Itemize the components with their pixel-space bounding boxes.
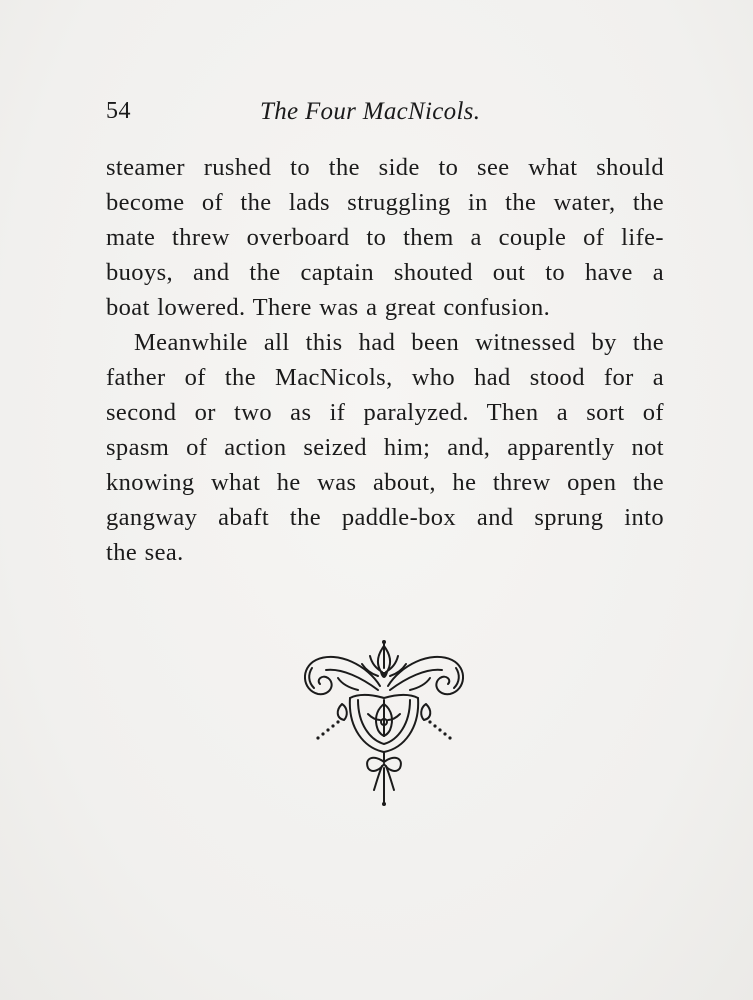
text-line: mate threw overboard to them a couple of life-: [106, 224, 664, 251]
text-line: knowing what he was about, he threw open the: [106, 469, 664, 496]
text-line: steamer rushed to the side to see what should: [106, 154, 664, 181]
paragraph: [106, 150, 664, 325]
page-header: [106, 98, 664, 132]
text-line: boat lowered. There was a great confusion.: [106, 294, 551, 321]
text-line: spasm of action seized him; and, apparently not: [106, 434, 664, 461]
text-line: buoys, and the captain shouted out to have a: [106, 259, 664, 286]
text-line: second or two as if paralyzed. Then a sort of: [106, 399, 664, 426]
text-line: the sea.: [106, 539, 184, 566]
paragraph: [106, 325, 664, 570]
text-line: father of the MacNicols, who had stood for a: [106, 364, 664, 391]
page-number: 54: [106, 98, 131, 124]
text-line: Meanwhile all this had been witnessed by the: [134, 329, 664, 356]
running-title: The Four MacNicols.: [260, 98, 481, 125]
floral-tailpiece-ornament-icon: [298, 638, 470, 808]
body-text: [106, 150, 664, 570]
text-line: gangway abaft the paddle-box and sprung into: [106, 504, 664, 531]
text-line: become of the lads struggling in the water, the: [106, 189, 664, 216]
